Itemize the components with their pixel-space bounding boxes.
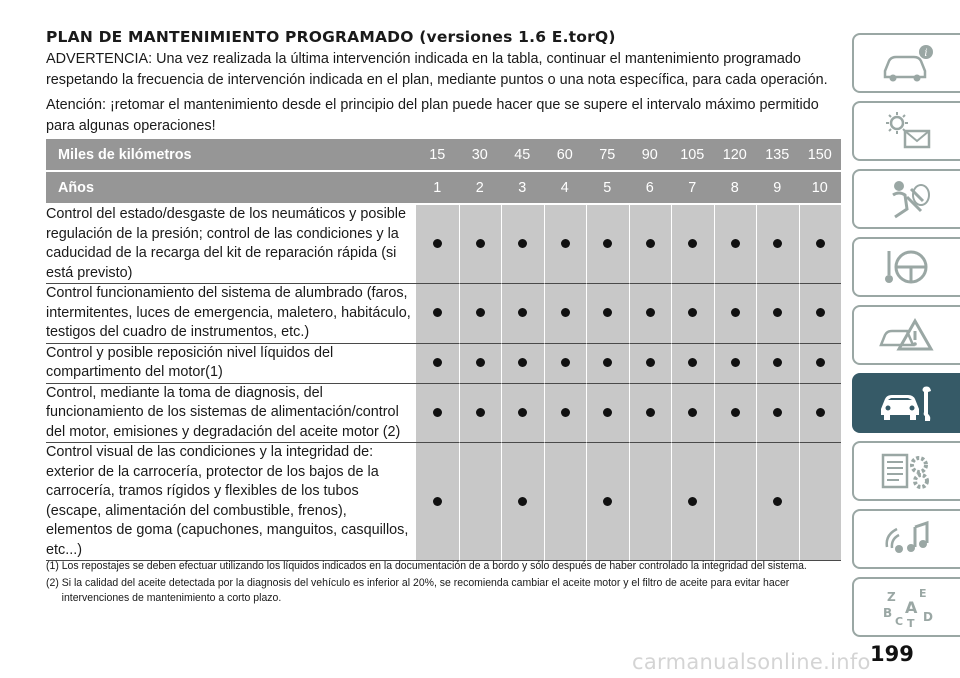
km-header-value: 30 [459, 139, 502, 172]
interval-cell [756, 205, 799, 284]
page-number: 199 [870, 642, 914, 666]
interval-cell [799, 205, 842, 284]
interval-cell [671, 205, 714, 284]
service-mark-dot [646, 358, 655, 367]
service-mark-dot [476, 239, 485, 248]
table-row [46, 205, 841, 284]
service-mark-dot [518, 308, 527, 317]
service-mark-dot [476, 308, 485, 317]
index-letter: D [923, 610, 933, 624]
interval-cell [459, 384, 502, 444]
watermark-text: carmanualsonline.info [632, 650, 871, 674]
index-letter: C [895, 615, 904, 628]
service-mark-dot [773, 308, 782, 317]
interval-cell [799, 284, 842, 344]
service-mark-dot [433, 358, 442, 367]
service-mark-dot [688, 358, 697, 367]
interval-cell [416, 205, 459, 284]
service-mark-dot [603, 239, 612, 248]
km-header-value: 150 [799, 139, 842, 172]
service-mark-dot [603, 308, 612, 317]
interval-cell [671, 344, 714, 384]
interval-cell [459, 205, 502, 284]
service-mark-dot [816, 358, 825, 367]
tab-technical-data[interactable] [852, 441, 960, 501]
interval-cell [501, 384, 544, 444]
service-mark-dot [476, 358, 485, 367]
service-mark-dot [518, 358, 527, 367]
tab-maintenance[interactable] [852, 373, 960, 433]
footnote-2: (2) Si la calidad del aceite detectada por la diagnosis del vehículo es inferior al 20%, se recomienda cambiar el aceite motor y el filtro de aceite para evitar hacer intervenciones de mantenimiento a corto plazo. [46, 577, 790, 604]
interval-cell [416, 443, 459, 561]
interval-cell [586, 284, 629, 344]
attention-paragraph: Atención: ¡retomar el mantenimiento desde el principio del plan puede hacer que se supere el intervalo máximo permitido para algunas operaciones! [46, 97, 819, 134]
index-letter: T [907, 617, 915, 629]
service-mark-dot [561, 239, 570, 248]
service-mark-dot [433, 408, 442, 417]
interval-cell [714, 344, 757, 384]
svg-text:i: i [924, 48, 928, 59]
car-wrench-icon [877, 381, 937, 425]
interval-cell [501, 205, 544, 284]
service-mark-dot [816, 239, 825, 248]
index-letter: B [883, 606, 893, 620]
interval-cell [629, 205, 672, 284]
interval-cell [756, 284, 799, 344]
service-mark-dot [731, 239, 740, 248]
interval-cell [416, 344, 459, 384]
interval-cell [756, 443, 799, 561]
interval-cell [544, 284, 587, 344]
service-mark-dot [773, 358, 782, 367]
service-mark-dot [731, 408, 740, 417]
service-mark-dot [773, 239, 782, 248]
document-body [46, 28, 841, 141]
tab-index[interactable] [852, 577, 960, 637]
year-header-value: 3 [501, 172, 544, 205]
tab-car-info[interactable] [852, 33, 960, 93]
service-mark-dot [603, 408, 612, 417]
year-header-value: 8 [714, 172, 757, 205]
km-header-row [46, 139, 841, 172]
service-mark-dot [603, 497, 612, 506]
interval-cell [714, 205, 757, 284]
year-header-value: 4 [544, 172, 587, 205]
service-mark-dot [731, 358, 740, 367]
service-mark-dot [561, 408, 570, 417]
maintenance-table [46, 139, 841, 561]
service-mark-dot [433, 497, 442, 506]
interval-cell [714, 443, 757, 561]
interval-cell [416, 384, 459, 444]
interval-cell [544, 384, 587, 444]
km-header-value: 45 [501, 139, 544, 172]
service-mark-dot [688, 408, 697, 417]
interval-cell [799, 443, 842, 561]
years-header-row [46, 172, 841, 205]
table-row [46, 384, 841, 444]
service-mark-dot [433, 239, 442, 248]
interval-cell [714, 384, 757, 444]
index-letter: Z [887, 590, 896, 604]
service-mark-dot [646, 408, 655, 417]
interval-cell [629, 384, 672, 444]
airbag-safety-icon [877, 177, 937, 221]
technical-data-gears-icon [877, 449, 937, 493]
interval-cell [501, 344, 544, 384]
service-mark-dot [688, 239, 697, 248]
service-mark-dot [476, 408, 485, 417]
service-mark-dot [688, 308, 697, 317]
interval-cell [629, 344, 672, 384]
footnotes [46, 559, 846, 608]
tab-airbag-safety[interactable] [852, 169, 960, 229]
multimedia-note-icon [877, 517, 937, 561]
service-mark-dot [561, 358, 570, 367]
interval-cell [586, 443, 629, 561]
alphabetical-index-icon [877, 585, 937, 629]
tab-steering-key[interactable] [852, 237, 960, 297]
interval-cell [586, 205, 629, 284]
operation-description: Control, mediante la toma de diagnosis, del funcionamiento de los sistemas de alimentación/control del motor, emisiones y degradación del aceite motor (2) [46, 384, 416, 444]
year-header-value: 10 [799, 172, 842, 205]
interval-cell [544, 205, 587, 284]
km-header-value: 90 [629, 139, 672, 172]
car-info-icon [877, 41, 937, 85]
interval-cell [416, 284, 459, 344]
service-mark-dot [688, 497, 697, 506]
operation-description: Control y posible reposición nivel líquidos del compartimento del motor(1) [46, 344, 416, 384]
interval-cell [459, 443, 502, 561]
km-header-value: 135 [756, 139, 799, 172]
year-header-value: 2 [459, 172, 502, 205]
interval-cell [586, 384, 629, 444]
interval-cell [799, 384, 842, 444]
interval-cell [459, 284, 502, 344]
year-header-value: 7 [671, 172, 714, 205]
interval-cell [629, 443, 672, 561]
km-header-value: 15 [416, 139, 459, 172]
service-mark-dot [773, 408, 782, 417]
breakdown-triangle-icon [877, 313, 937, 357]
service-mark-dot [646, 239, 655, 248]
operation-description: Control del estado/desgaste de los neumáticos y posible regulación de la presión; control de las condiciones y la caducidad de la recarga del kit de reparación rápida (si está previsto) [46, 205, 416, 284]
service-mark-dot [816, 408, 825, 417]
table-body [46, 205, 841, 561]
operation-description: Control funcionamiento del sistema de alumbrado (faros, intermitentes, luces de emergencia, maletero, habitáculo, testigos del cuadro de instrumentos, etc.) [46, 284, 416, 344]
service-mark-dot [816, 308, 825, 317]
interval-cell [629, 284, 672, 344]
interval-cell [586, 344, 629, 384]
km-header-value: 75 [586, 139, 629, 172]
km-header-label: Miles de kilómetros [46, 139, 416, 172]
service-mark-dot [603, 358, 612, 367]
service-mark-dot [561, 308, 570, 317]
year-header-value: 9 [756, 172, 799, 205]
operation-description: Control visual de las condiciones y la integridad de: exterior de la carrocería, protector de los bajos de la carrocería, tramos rígidos y flexibles de los tubos (escape, alimentación del combustible, frenos), elementos de goma (capuchones, manguitos, casquillos, etc...) [46, 443, 416, 561]
interval-cell [671, 443, 714, 561]
tab-multimedia[interactable] [852, 509, 960, 569]
table-row [46, 284, 841, 344]
service-mark-dot [518, 239, 527, 248]
year-header-value: 6 [629, 172, 672, 205]
interval-cell [714, 284, 757, 344]
index-letter: A [905, 598, 918, 617]
section-title: PLAN DE MANTENIMIENTO PROGRAMADO (versiones 1.6 E.torQ) [46, 28, 616, 46]
year-header-value: 1 [416, 172, 459, 205]
table-row [46, 344, 841, 384]
service-mark-dot [433, 308, 442, 317]
tab-breakdown[interactable] [852, 305, 960, 365]
interval-cell [544, 443, 587, 561]
interval-cell [459, 344, 502, 384]
interval-cell [671, 284, 714, 344]
steering-wheel-key-icon [877, 245, 937, 289]
service-mark-dot [773, 497, 782, 506]
service-mark-dot [518, 408, 527, 417]
service-mark-dot [518, 497, 527, 506]
years-header-label: Años [46, 172, 416, 205]
interval-cell [501, 284, 544, 344]
table-row [46, 443, 841, 561]
year-header-value: 5 [586, 172, 629, 205]
interval-cell [501, 443, 544, 561]
service-mark-dot [731, 308, 740, 317]
interval-cell [799, 344, 842, 384]
dashboard-lights-icon [877, 109, 937, 153]
index-letter: E [919, 587, 927, 600]
interval-cell [756, 384, 799, 444]
interval-cell [544, 344, 587, 384]
service-mark-dot [646, 308, 655, 317]
km-header-value: 105 [671, 139, 714, 172]
warning-paragraph: ADVERTENCIA: Una vez realizada la última intervención indicada en la tabla, continuar el mantenimiento programado respetando la frecuencia de intervención indicada en el plan, mediante puntos o una nota específica, para cada operación. [46, 51, 828, 88]
interval-cell [756, 344, 799, 384]
tab-dashboard-lights[interactable] [852, 101, 960, 161]
footnote-1: (1) Los repostajes se deben efectuar utilizando los líquidos indicados en la documentación de a bordo y sólo después de haber controlado la integridad del sistema. [46, 560, 807, 572]
km-header-value: 120 [714, 139, 757, 172]
interval-cell [671, 384, 714, 444]
chapter-tabs-sidebar [852, 33, 960, 645]
km-header-value: 60 [544, 139, 587, 172]
